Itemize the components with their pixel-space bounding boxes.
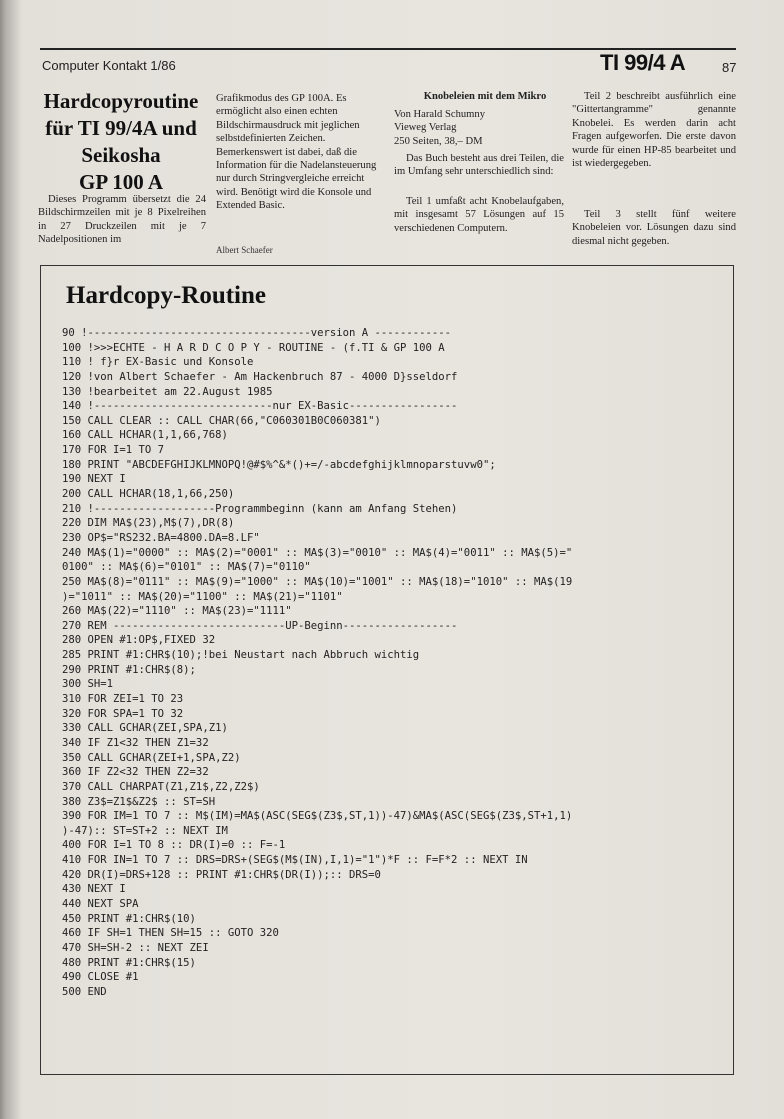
code-line: 320 FOR SPA=1 TO 32 (62, 707, 184, 720)
code-line: 220 DIM MA$(23),M$(7),DR(8) (62, 517, 235, 530)
code-line: 150 CALL CLEAR :: CALL CHAR(66,"C060301B0C060381") (62, 414, 381, 427)
code-line: 260 MA$(22)="1110" :: MA$(23)="1111" (62, 605, 292, 618)
page-number: 87 (722, 60, 737, 75)
listing-title: Hardcopy-Routine (66, 282, 266, 309)
code-line: 190 NEXT I (62, 473, 126, 486)
code-line: 140 !----------------------------nur EX-Basic----------------- (62, 400, 458, 413)
code-line: 390 FOR IM=1 TO 7 :: M$(IM)=MA$(ASC(SEG$(Z3$,ST,1))-47)&MA$(ASC(SEG$(Z3$,ST+1,1) (62, 810, 573, 823)
section-title: TI 99/4 A (600, 50, 686, 75)
code-line: )="1011" :: MA$(20)="1100" :: MA$(21)="1101" (62, 590, 343, 603)
code-line: 470 SH=SH-2 :: NEXT ZEI (62, 941, 209, 954)
code-line: 440 NEXT SPA (62, 897, 139, 910)
code-line: 160 CALL HCHAR(1,1,66,768) (62, 429, 228, 442)
code-line: 100 !>>>ECHTE - H A R D C O P Y - ROUTINE - (f.TI & GP 100 A (62, 341, 445, 354)
title-line: Seikosha (81, 143, 161, 167)
code-line: 130 !bearbeitet am 22.August 1985 (62, 385, 273, 398)
book-review-paragraph: Teil 2 beschreibt ausführlich eine "Gittertangramme" genannte Knobelei. Es werden darin acht Fragen aufgeworfen. Die erste davon wurde für einen HP-85 bearbeitet und ist wiedergegeben. (572, 91, 736, 170)
title-line: Hardcopyroutine (43, 89, 199, 113)
code-line: 420 DR(I)=DRS+128 :: PRINT #1:CHR$(DR(I));:: DRS=0 (62, 868, 381, 881)
code-line: 450 PRINT #1:CHR$(10) (62, 912, 196, 925)
code-line: 460 IF SH=1 THEN SH=15 :: GOTO 320 (62, 927, 279, 940)
code-line: 0100" :: MA$(6)="0101" :: MA$(7)="0110" (62, 561, 311, 574)
code-line: 170 FOR I=1 TO 7 (62, 444, 165, 457)
code-line (62, 999, 732, 1014)
book-review-heading: Knobeleien mit dem Mikro (423, 91, 547, 102)
code-line: 310 FOR ZEI=1 TO 23 (62, 693, 184, 706)
code-line: 430 NEXT I (62, 883, 126, 896)
book-info (394, 108, 564, 148)
book-price: 250 Seiten, 38,– DM (394, 135, 483, 147)
article-title (36, 88, 206, 196)
code-line: 250 MA$(8)="0111" :: MA$(9)="1000" :: MA$(10)="1001" :: MA$(18)="1010" :: MA$(19 (62, 575, 573, 588)
article-body-col2: Grafikmodus des GP 100A. Es ermöglicht also einen echten Bildschirmausdruck mit jeglichen selbstdefinierten Zeichen. Bemerkenswert ist dabei, daß die Information für die Nadelansteuerung nur durch Stringvergleiche erreicht wird. Benötigt wird die Konsole und Extended Basic. (216, 93, 377, 212)
title-line: für TI 99/4A und (45, 116, 197, 140)
code-line: 490 CLOSE #1 (62, 971, 139, 984)
code-line: 90 !-----------------------------------version A ------------ (62, 327, 452, 339)
code-line: 410 FOR IN=1 TO 7 :: DRS=DRS+(SEG$(M$(IN),I,1)="1")*F :: F=F*2 :: NEXT IN (62, 854, 528, 867)
code-line: 230 OP$="RS232.BA=4800.DA=8.LF" (62, 531, 260, 544)
code-line: 350 CALL GCHAR(ZEI+1,SPA,Z2) (62, 751, 241, 764)
code-line: 120 !von Albert Schaefer - Am Hackenbruch 87 - 4000 D}sseldorf (62, 370, 458, 383)
code-line: 330 CALL GCHAR(ZEI,SPA,Z1) (62, 722, 228, 735)
code-line: 270 REM ---------------------------UP-Beginn------------------ (62, 619, 458, 632)
code-line: 380 Z3$=Z1$&Z2$ :: ST=SH (62, 795, 216, 808)
code-line: )-47):: ST=ST+2 :: NEXT IM (62, 824, 228, 837)
code-line: 285 PRINT #1:CHR$(10);!bei Neustart nach Abbruch wichtig (62, 649, 420, 662)
code-line: 240 MA$(1)="0000" :: MA$(2)="0001" :: MA$(3)="0010" :: MA$(4)="0011" :: MA$(5)=" (62, 546, 573, 559)
code-line: 500 END (62, 985, 107, 998)
code-line: 340 IF Z1<32 THEN Z1=32 (62, 736, 209, 749)
book-review-paragraph: Teil 3 stellt fünf weitere Knobeleien vor. Lösungen dazu sind diesmal nicht gegeben. (572, 209, 736, 247)
code-line: 370 CALL CHARPAT(Z1,Z1$,Z2,Z2$) (62, 780, 260, 793)
code-line: 280 OPEN #1:OP$,FIXED 32 (62, 634, 216, 647)
code-line: 200 CALL HCHAR(18,1,66,250) (62, 488, 235, 501)
code-line: 480 PRINT #1:CHR$(15) (62, 956, 196, 969)
title-line: GP 100 A (78, 170, 163, 194)
book-review-paragraph: Teil 1 umfaßt acht Knobelaufgaben, mit insgesamt 57 Lösungen auf 15 verschiedenen Computern. (394, 196, 564, 234)
code-line: 300 SH=1 (62, 678, 114, 691)
book-author: Von Harald Schumny (394, 109, 486, 120)
code-line: 180 PRINT "ABCDEFGHIJKLMNOPQ!@#$%^&*()+=/-abcdefghijklmnoparstuvw0"; (62, 458, 496, 471)
code-line: 290 PRINT #1:CHR$(8); (62, 663, 196, 676)
code-line: 110 ! f}r EX-Basic und Konsole (62, 356, 254, 369)
book-review-paragraph: Das Buch besteht aus drei Teilen, die im Umfang sehr unterschiedlich sind: (394, 153, 564, 178)
code-line: 210 !-------------------Programmbeginn (kann am Anfang Stehen) (62, 502, 458, 515)
code-line: 360 IF Z2<32 THEN Z2=32 (62, 766, 209, 779)
book-publisher: Vieweg Verlag (394, 122, 457, 134)
code-listing (62, 326, 732, 1014)
article-body-col1: Dieses Programm übersetzt die 24 Bildschirmzeilen mit je 8 Pixelreihen in 27 Druckzeilen mit je 7 Nadelpositionen im (38, 194, 206, 246)
article-author: Albert Schaefer (216, 245, 273, 255)
magazine-issue: Computer Kontakt 1/86 (42, 58, 176, 73)
code-line: 400 FOR I=1 TO 8 :: DR(I)=0 :: F=-1 (62, 839, 286, 852)
